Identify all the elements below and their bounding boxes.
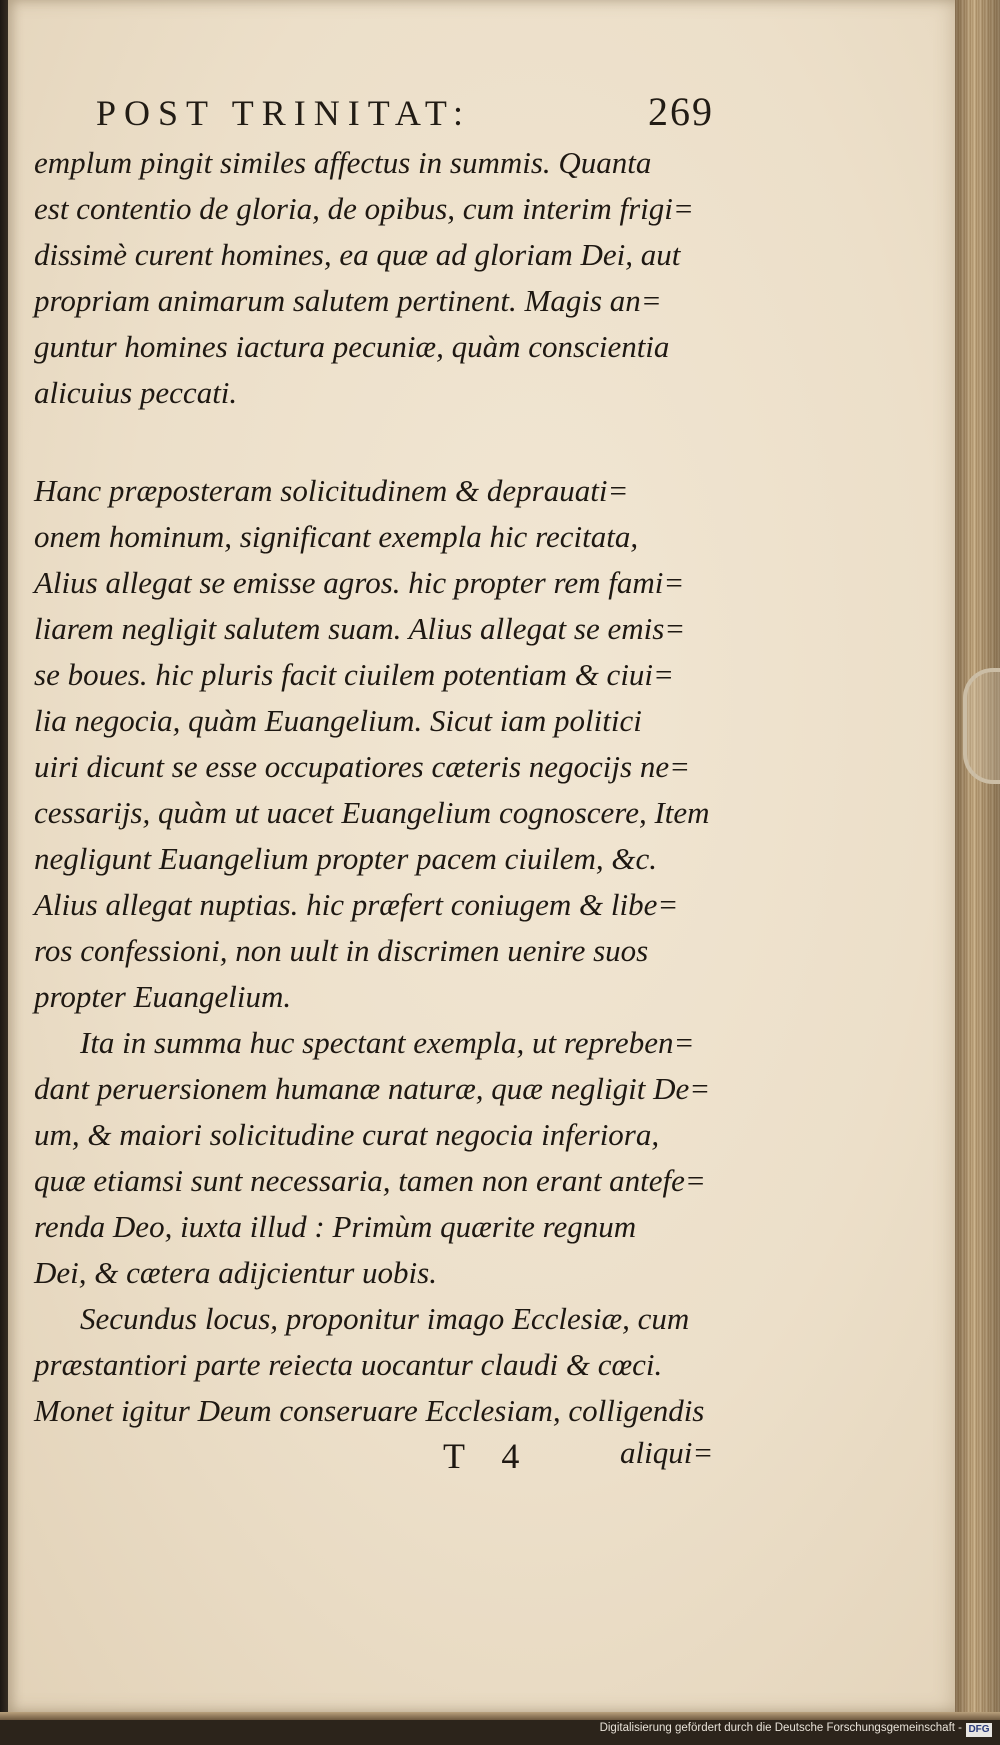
text-line: Hanc præposteram solicitudinem & deprauati= (34, 473, 629, 508)
signature-mark: T 4 (443, 1436, 534, 1476)
text-line: dant peruersionem humanæ naturæ, quæ negligit De= (34, 1071, 711, 1106)
fore-edge-shading (955, 0, 1000, 1712)
text-line: Dei, & cætera adijcientur uobis. (34, 1255, 437, 1290)
book-bottom-edge (0, 1712, 1000, 1720)
paragraph-2 (34, 468, 744, 1020)
text-line: præstantiori parte reiecta uocantur claudi & cœci. (34, 1347, 663, 1382)
running-title: POST TRINITAT: (96, 93, 472, 133)
text-line: Ita in summa huc spectant exempla, ut repreben= (80, 1025, 695, 1060)
text-line: negligunt Euangelium propter pacem ciuilem, &c. (34, 841, 658, 876)
text-line: Secundus locus, proponitur imago Ecclesiæ, cum (80, 1301, 690, 1336)
paragraph-1 (34, 140, 744, 416)
text-line: Alius allegat nuptias. hic præfert coniugem & libe= (34, 887, 679, 922)
page-number: 269 (648, 89, 714, 134)
text-line: liarem negligit salutem suam. Alius allegat se emis= (34, 611, 686, 646)
text-line: se boues. hic pluris facit ciuilem potentiam & ciui= (34, 657, 674, 692)
book-page (8, 0, 960, 1712)
dfg-logo: DFG (966, 1723, 992, 1737)
text-line: cessarijs, quàm ut uacet Euangelium cognoscere, Item (34, 795, 710, 830)
text-line: propriam animarum salutem pertinent. Magis an= (34, 283, 662, 318)
text-line: uiri dicunt se esse occupatiores cæteris negocijs ne= (34, 749, 691, 784)
paragraph-3 (34, 1020, 744, 1296)
text-line: guntur homines iactura pecuniæ, quàm conscientia (34, 329, 670, 364)
text-line: est contentio de gloria, de opibus, cum interim frigi= (34, 191, 694, 226)
digitization-credit: Digitalisierung gefördert durch die Deutsche Forschungsgemeinschaft - (599, 1722, 962, 1734)
text-line: lia negocia, quàm Euangelium. Sicut iam politici (34, 703, 642, 738)
clasp-tab (963, 668, 1000, 784)
paragraph-4 (34, 1296, 744, 1434)
text-line: onem hominum, significant exempla hic recitata, (34, 519, 639, 554)
text-line: propter Euangelium. (34, 979, 292, 1014)
text-line: Alius allegat se emisse agros. hic propter rem fami= (34, 565, 685, 600)
text-line: alicuius peccati. (34, 375, 238, 410)
text-line: emplum pingit similes affectus in summis. Quanta (34, 145, 652, 180)
text-line: dissimè curent homines, ea quæ ad gloriam Dei, aut (34, 237, 681, 272)
text-line: renda Deo, iuxta illud : Primùm quærite regnum (34, 1209, 637, 1244)
text-line: um, & maiori solicitudine curat negocia inferiora, (34, 1117, 660, 1152)
text-line: quæ etiamsi sunt necessaria, tamen non erant antefe= (34, 1163, 706, 1198)
catchword: aliqui= (620, 1435, 714, 1470)
text-line: ros confessioni, non uult in discrimen uenire suos (34, 933, 649, 968)
text-line: Monet igitur Deum conseruare Ecclesiam, colligendis (34, 1393, 705, 1428)
